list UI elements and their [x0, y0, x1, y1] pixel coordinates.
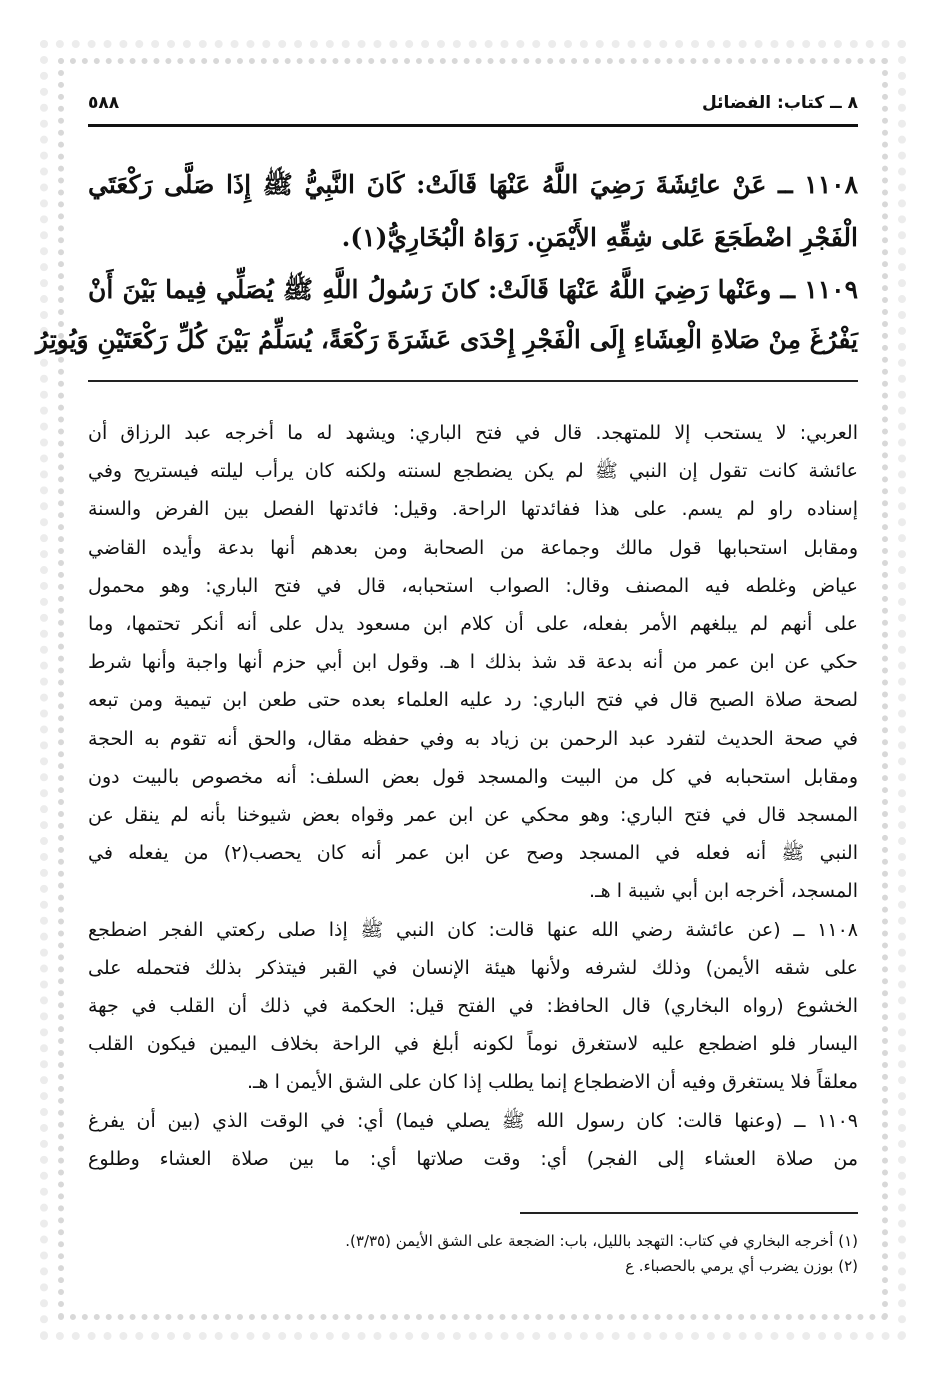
- commentary-line: في صحة الحديث لتفرد عبد الرحمن بن زياد به وفي حفظه مقال، والحق أنه تقوم به الحجة: [88, 727, 858, 750]
- footnote-separator: [520, 1212, 858, 1214]
- commentary-line: على شقه الأيمن) وذلك لشرفه ولأنها هيئة الإنسان في القبر فيتذكر بذلك فتحمله على: [88, 956, 858, 979]
- running-header: [88, 88, 858, 118]
- commentary-line: ومقابل استحبابه في كل من البيت والمسجد قول بعض السلف: أنه مخصوص بالبيت دون: [88, 765, 858, 788]
- commentary-line: عياض وغلطه فيه المصنف وقال: الصواب استحبابه، قال في فتح الباري: وهو محمول: [88, 574, 858, 597]
- hadith-line: يَفْرُغَ مِنْ صَلاةِ الْعِشَاءِ إِلَى الْفَجْرِ إِحْدَى عَشَرَةَ رَكْعَةً، يُسَلِّمُ بَيْنَ كُلِّ رَكْعَتَيْنِ وَيُوتِرُ: [35, 325, 858, 354]
- commentary-line: معلقاً فلا يستغرق وفيه أن الاضطجاع إنما يطلب إذا كان على الشق الأيمن ا هـ.: [246, 1071, 858, 1094]
- footnote: (١) أخرجه البخاري في كتاب: التهجد بالليل، باب: الضجعة على الشق الأيمن (٣/٣٥).: [345, 1232, 858, 1250]
- hadith-line: ١١٠٩ ــ وعَنْها رَضِيَ اللَّهُ عَنْهَا قَالَتْ: كانَ رَسُولُ اللَّهِ ﷺ يُصَلِّي فِيما بَيْنَ أَنْ: [88, 275, 858, 304]
- footnote: (٢) بوزن يضرب أي يرمي بالحصباء. ع: [625, 1257, 858, 1275]
- commentary-line: حكي عن ابن عمر من أنه بدعة قد شذ بذلك ا هـ. وقول ابن أبي حزم أنها واجبة وأنها شرط: [88, 651, 858, 674]
- commentary-line: لصحة صلاة الصبح قال في فتح الباري: رد عليه العلماء بعده حتى طعن ابن تيمية ومن تبعه: [88, 689, 858, 712]
- chapter-title: ٨ ــ كتاب: الفضائل: [702, 93, 858, 113]
- commentary-line: الخشوع (رواه البخاري) قال الحافظ: في الفتح قيل: الحكمة في ذلك أن القلب في جهة: [88, 995, 858, 1017]
- commentary-line: ومقابل استحبابها قول مالك وجماعة من الصحابة ومن بعدهم أنها بدعة وأيده القاضي: [88, 536, 858, 559]
- commentary-line: إسناده راو لم يسم. على هذا ففائدتها الراحة. وقيل: فائدتها الفصل بين الفرض والسنة: [88, 498, 858, 521]
- commentary-line: ١١٠٨ ــ (عن عائشة رضي الله عنها قالت: كان النبي ﷺ إذا صلى ركعتي الفجر اضطجع: [88, 918, 858, 941]
- page-number: ٥٨٨: [88, 93, 120, 113]
- commentary-line: ١١٠٩ ــ (وعنها قالت: كان رسول الله ﷺ يصلي فيما) أي: في الوقت الذي (بين أن يفرغ: [88, 1109, 858, 1132]
- header-rule: [88, 124, 858, 127]
- commentary-line: النبي ﷺ أنه فعله في المسجد وصح عن ابن عمر أنه كان يحصب(٢) من يفعله في: [88, 842, 858, 865]
- commentary-line: العربي: لا يستحب إلا للمتهجد. قال في فتح الباري: ويشهد له ما أخرجه عبد الرزاق أن: [88, 422, 858, 444]
- commentary-line: عائشة كانت تقول إن النبي ﷺ لم يكن يضطجع لسنته ولكنه كان يرأب ليلته فيستريح وفي: [88, 460, 858, 483]
- commentary-line: اليسار فلو اضطجع عليه لاستغرق نوماً لكونه أبلغ في الراحة بخلاف اليمين فيكون القلب: [88, 1033, 858, 1056]
- commentary-line: المسجد، أخرجه ابن أبي شيبة ا هـ.: [589, 880, 858, 903]
- text-separator: [88, 380, 858, 382]
- commentary-line: المسجد قال في فتح الباري: وهو محكي عن ابن عمر وقواه بعض شيوخنا بأنه لم ينقل عن: [88, 804, 858, 826]
- hadith-line: ١١٠٨ ــ عَنْ عائِشَةَ رَضِيَ اللَّهُ عَنْهَا قَالَتْ: كَانَ النَّبِيُّ ﷺ إِذَا صَلَّى رَكْعَتَي: [88, 170, 858, 199]
- hadith-line: الْفَجْرِ اضْطَجَعَ عَلى شِقِّهِ الأَيْمَنِ. رَوَاهُ الْبُخَارِيُّ(١).: [341, 223, 858, 252]
- commentary-line: على أنهم لم يبلغهم الأمر بفعله، على أن كلام ابن مسعود يدل على أنه أنكر تحتمها، وما: [88, 613, 858, 635]
- commentary-line: من صلاة العشاء إلى الفجر) أي: وقت صلاتها أي: ما بين صلاة العشاء وطلوع: [88, 1147, 858, 1170]
